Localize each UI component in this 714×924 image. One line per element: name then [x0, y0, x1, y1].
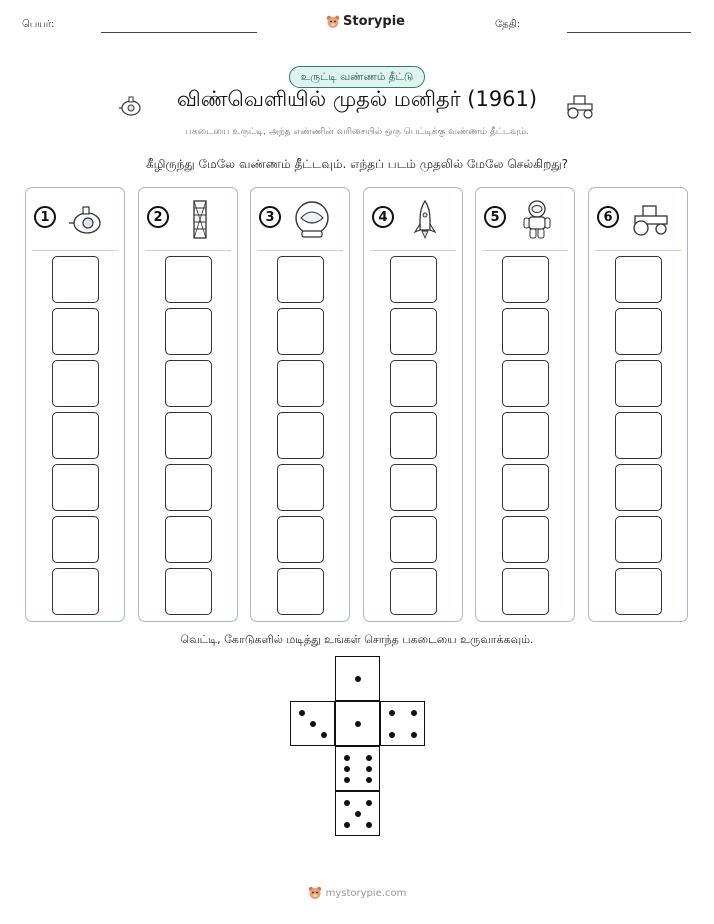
color-box[interactable]	[277, 412, 324, 459]
color-box[interactable]	[165, 412, 212, 459]
activity-badge: உருட்டி வண்ணம் தீட்டு	[289, 66, 425, 88]
footer	[0, 886, 714, 900]
date-line	[567, 32, 691, 33]
column-3	[250, 187, 350, 622]
column-divider	[145, 250, 231, 251]
astronaut-icon	[516, 198, 558, 240]
color-box[interactable]	[277, 308, 324, 355]
die-pip	[310, 721, 316, 727]
die-pip	[389, 710, 395, 716]
color-box[interactable]	[390, 464, 437, 511]
die-pip	[366, 755, 372, 761]
color-box[interactable]	[615, 464, 662, 511]
page-title: விண்வெளியில் முதல் மனிதர் (1961)	[176, 87, 538, 111]
die-pip	[366, 766, 372, 772]
space-helmet-icon	[291, 198, 333, 240]
color-box[interactable]	[502, 360, 549, 407]
column-number: 3	[259, 206, 281, 228]
color-box[interactable]	[165, 516, 212, 563]
column-number: 2	[147, 206, 169, 228]
column-divider	[370, 250, 456, 251]
color-box[interactable]	[165, 256, 212, 303]
die-pip	[321, 732, 327, 738]
tractor-icon	[629, 198, 671, 240]
name-label: பெயர்:	[22, 19, 55, 30]
color-box[interactable]	[165, 308, 212, 355]
die-face-5	[335, 791, 380, 836]
color-box[interactable]	[277, 568, 324, 615]
color-box[interactable]	[165, 360, 212, 407]
brand-logo	[326, 14, 405, 29]
color-box[interactable]	[52, 308, 99, 355]
die-face-6	[335, 746, 380, 791]
die-pip	[355, 811, 361, 817]
die-face-1	[335, 656, 380, 701]
color-box[interactable]	[390, 360, 437, 407]
color-box[interactable]	[52, 256, 99, 303]
die-pip	[344, 766, 350, 772]
color-box[interactable]	[52, 412, 99, 459]
die-pip	[344, 755, 350, 761]
color-box[interactable]	[277, 516, 324, 563]
die-pip	[344, 777, 350, 783]
color-box[interactable]	[277, 360, 324, 407]
color-box[interactable]	[52, 516, 99, 563]
die-pip	[355, 721, 361, 727]
brand-name: Storypie	[343, 14, 405, 29]
color-box[interactable]	[502, 256, 549, 303]
tractor-icon	[564, 92, 596, 120]
column-number: 1	[34, 206, 56, 228]
die-face-3	[290, 701, 335, 746]
column-divider	[482, 250, 568, 251]
column-divider	[595, 250, 681, 251]
color-box[interactable]	[277, 464, 324, 511]
bear-icon	[308, 886, 322, 900]
die-pip	[411, 732, 417, 738]
column-6	[588, 187, 688, 622]
rocket-icon	[404, 198, 446, 240]
color-box[interactable]	[615, 412, 662, 459]
column-4	[363, 187, 463, 622]
color-box[interactable]	[502, 308, 549, 355]
column-number: 5	[484, 206, 506, 228]
color-box[interactable]	[52, 568, 99, 615]
color-box[interactable]	[615, 568, 662, 615]
color-box[interactable]	[52, 360, 99, 407]
column-number: 6	[597, 206, 619, 228]
footer-url[interactable]: mystorypie.com	[325, 887, 407, 899]
color-box[interactable]	[502, 464, 549, 511]
color-box[interactable]	[390, 308, 437, 355]
name-line	[101, 32, 257, 33]
submarine-icon	[66, 198, 108, 240]
date-label: தேதி:	[495, 19, 521, 30]
page-subtitle: பகடையை உருட்டி, அந்த எண்ணின் வரிசையில் ஒரு பெட்டிக்கு வண்ணம் தீட்டவும்.	[185, 127, 529, 137]
color-box[interactable]	[615, 256, 662, 303]
die-pip	[366, 800, 372, 806]
color-box[interactable]	[390, 412, 437, 459]
column-divider	[257, 250, 343, 251]
die-face-1	[335, 701, 380, 746]
color-box[interactable]	[502, 568, 549, 615]
die-pip	[366, 822, 372, 828]
cut-instruction: வெட்டி, கோடுகளில் மடித்து உங்கள் சொந்த பகடையை உருவாக்கவும்.	[180, 633, 534, 646]
die-pip	[411, 710, 417, 716]
color-box[interactable]	[390, 568, 437, 615]
color-box[interactable]	[390, 516, 437, 563]
die-pip	[344, 800, 350, 806]
color-box[interactable]	[615, 308, 662, 355]
color-box[interactable]	[52, 464, 99, 511]
column-number: 4	[372, 206, 394, 228]
die-pip	[344, 822, 350, 828]
column-5	[475, 187, 575, 622]
die-face-4	[380, 701, 425, 746]
color-box[interactable]	[502, 412, 549, 459]
color-box[interactable]	[502, 516, 549, 563]
die-pip	[299, 710, 305, 716]
bear-icon	[326, 15, 340, 29]
color-box[interactable]	[165, 464, 212, 511]
color-box[interactable]	[615, 360, 662, 407]
die-pip	[355, 676, 361, 682]
instruction-text: கீழிருந்து மேலே வண்ணம் தீட்டவும். எந்தப் படம் முதலில் மேலே செல்கிறது?	[145, 157, 569, 171]
die-pip	[389, 732, 395, 738]
die-pip	[366, 777, 372, 783]
launch-tower-icon	[179, 198, 221, 240]
color-box[interactable]	[390, 256, 437, 303]
color-box[interactable]	[615, 516, 662, 563]
column-1	[25, 187, 125, 622]
column-divider	[32, 250, 118, 251]
color-box[interactable]	[165, 568, 212, 615]
column-2	[138, 187, 238, 622]
color-box[interactable]	[277, 256, 324, 303]
